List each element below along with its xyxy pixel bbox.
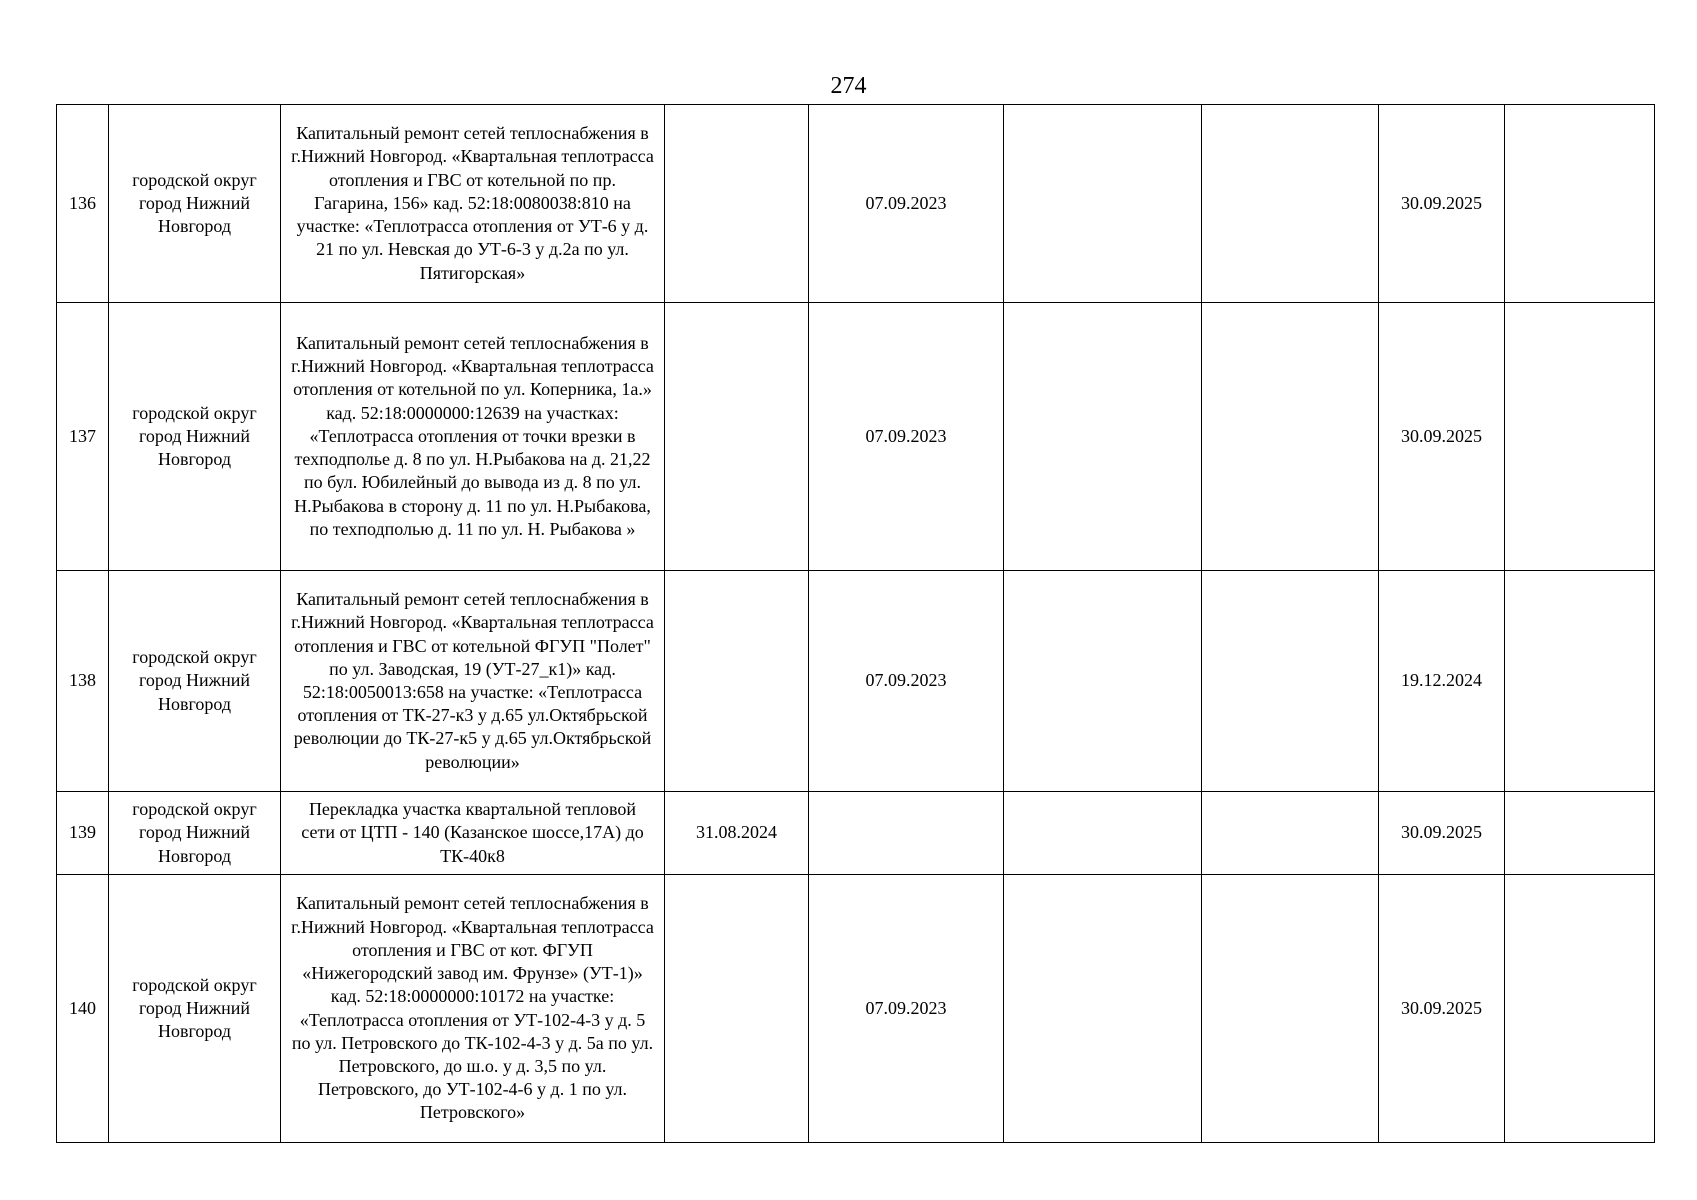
table-row (57, 792, 1655, 875)
empty-cell (665, 571, 809, 792)
row-number: 139 (57, 792, 109, 875)
row-number: 136 (57, 105, 109, 303)
empty-cell (1505, 571, 1655, 792)
table-row (57, 303, 1655, 571)
empty-cell (665, 105, 809, 303)
municipality-cell: городской округ город Нижний Новгород (109, 303, 281, 571)
row-number: 137 (57, 303, 109, 571)
empty-cell (1004, 303, 1202, 571)
empty-cell (1505, 792, 1655, 875)
end-date-cell: 30.09.2025 (1379, 875, 1505, 1143)
description-cell: Капитальный ремонт сетей теплоснабжения в г.Нижний Новгород. «Квартальная теплотрасса отопления и ГВС от котельной ФГУП "Полет" по ул. Заводская, 19 (УТ-27_к1)» кад. 52:18:0050013:658 на участке: «Теплотрасса отопления от ТК-27-к3 у д.65 ул.Октябрьской революции до ТК-27-к5 у д.65 ул.Октябрьской революции» (281, 571, 665, 792)
municipality-cell: городской округ город Нижний Новгород (109, 105, 281, 303)
start-date-cell: 07.09.2023 (809, 303, 1004, 571)
start-date-cell: 07.09.2023 (809, 875, 1004, 1143)
empty-cell (1202, 105, 1379, 303)
empty-cell (1202, 303, 1379, 571)
empty-cell (1202, 571, 1379, 792)
end-date-cell: 30.09.2025 (1379, 105, 1505, 303)
empty-cell (1202, 792, 1379, 875)
empty-cell (1004, 105, 1202, 303)
start-date-cell: 07.09.2023 (809, 105, 1004, 303)
empty-cell (1505, 875, 1655, 1143)
municipality-cell: городской округ город Нижний Новгород (109, 875, 281, 1143)
empty-cell (1004, 792, 1202, 875)
table-row (57, 875, 1655, 1143)
municipality-cell: городской округ город Нижний Новгород (109, 571, 281, 792)
empty-cell (1004, 571, 1202, 792)
description-cell: Капитальный ремонт сетей теплоснабжения в г.Нижний Новгород. «Квартальная теплотрасса отопления от котельной по ул. Коперника, 1а.» кад. 52:18:0000000:12639 на участках: «Теплотрасса отопления от точки врезки в техподполье д. 8 по ул. Н.Рыбакова на д. 21,22 по бул. Юбилейный до вывода из д. 8 по ул. Н.Рыбакова в сторону д. 11 по ул. Н.Рыбакова, по техподполью д. 11 по ул. Н. Рыбакова » (281, 303, 665, 571)
description-cell: Перекладка участка квартальной тепловой сети от ЦТП - 140 (Казанское шоссе,17А) до ТК-40к8 (281, 792, 665, 875)
row-number: 138 (57, 571, 109, 792)
table-row (57, 105, 1655, 303)
row-number: 140 (57, 875, 109, 1143)
empty-cell (1505, 303, 1655, 571)
end-date-cell: 19.12.2024 (1379, 571, 1505, 792)
table-row (57, 571, 1655, 792)
end-date-cell: 30.09.2025 (1379, 792, 1505, 875)
empty-cell (665, 303, 809, 571)
start-date-cell: 31.08.2024 (665, 792, 809, 875)
description-cell: Капитальный ремонт сетей теплоснабжения в г.Нижний Новгород. «Квартальная теплотрасса отопления и ГВС от кот. ФГУП «Нижегородский завод им. Фрунзе» (УТ-1)» кад. 52:18:0000000:10172 на участке: «Теплотрасса отопления от УТ-102-4-3 у д. 5 по ул. Петровского до ТК-102-4-3 у д. 5а по ул. Петровского, до ш.о. у д. 3,5 по ул. Петровского, до УТ-102-4-6 у д. 1 по ул. Петровского» (281, 875, 665, 1143)
start-date-cell: 07.09.2023 (809, 571, 1004, 792)
empty-cell (1505, 105, 1655, 303)
empty-cell (809, 792, 1004, 875)
description-cell: Капитальный ремонт сетей теплоснабжения в г.Нижний Новгород. «Квартальная теплотрасса отопления и ГВС от котельной по пр. Гагарина, 156» кад. 52:18:0080038:810 на участке: «Теплотрасса отопления от УТ-6 у д. 21 по ул. Невская до УТ-6-3 у д.2а по ул. Пятигорская» (281, 105, 665, 303)
works-table (56, 104, 1655, 1143)
municipality-cell: городской округ город Нижний Новгород (109, 792, 281, 875)
end-date-cell: 30.09.2025 (1379, 303, 1505, 571)
empty-cell (665, 875, 809, 1143)
page-number: 274 (830, 73, 867, 99)
empty-cell (1202, 875, 1379, 1143)
empty-cell (1004, 875, 1202, 1143)
